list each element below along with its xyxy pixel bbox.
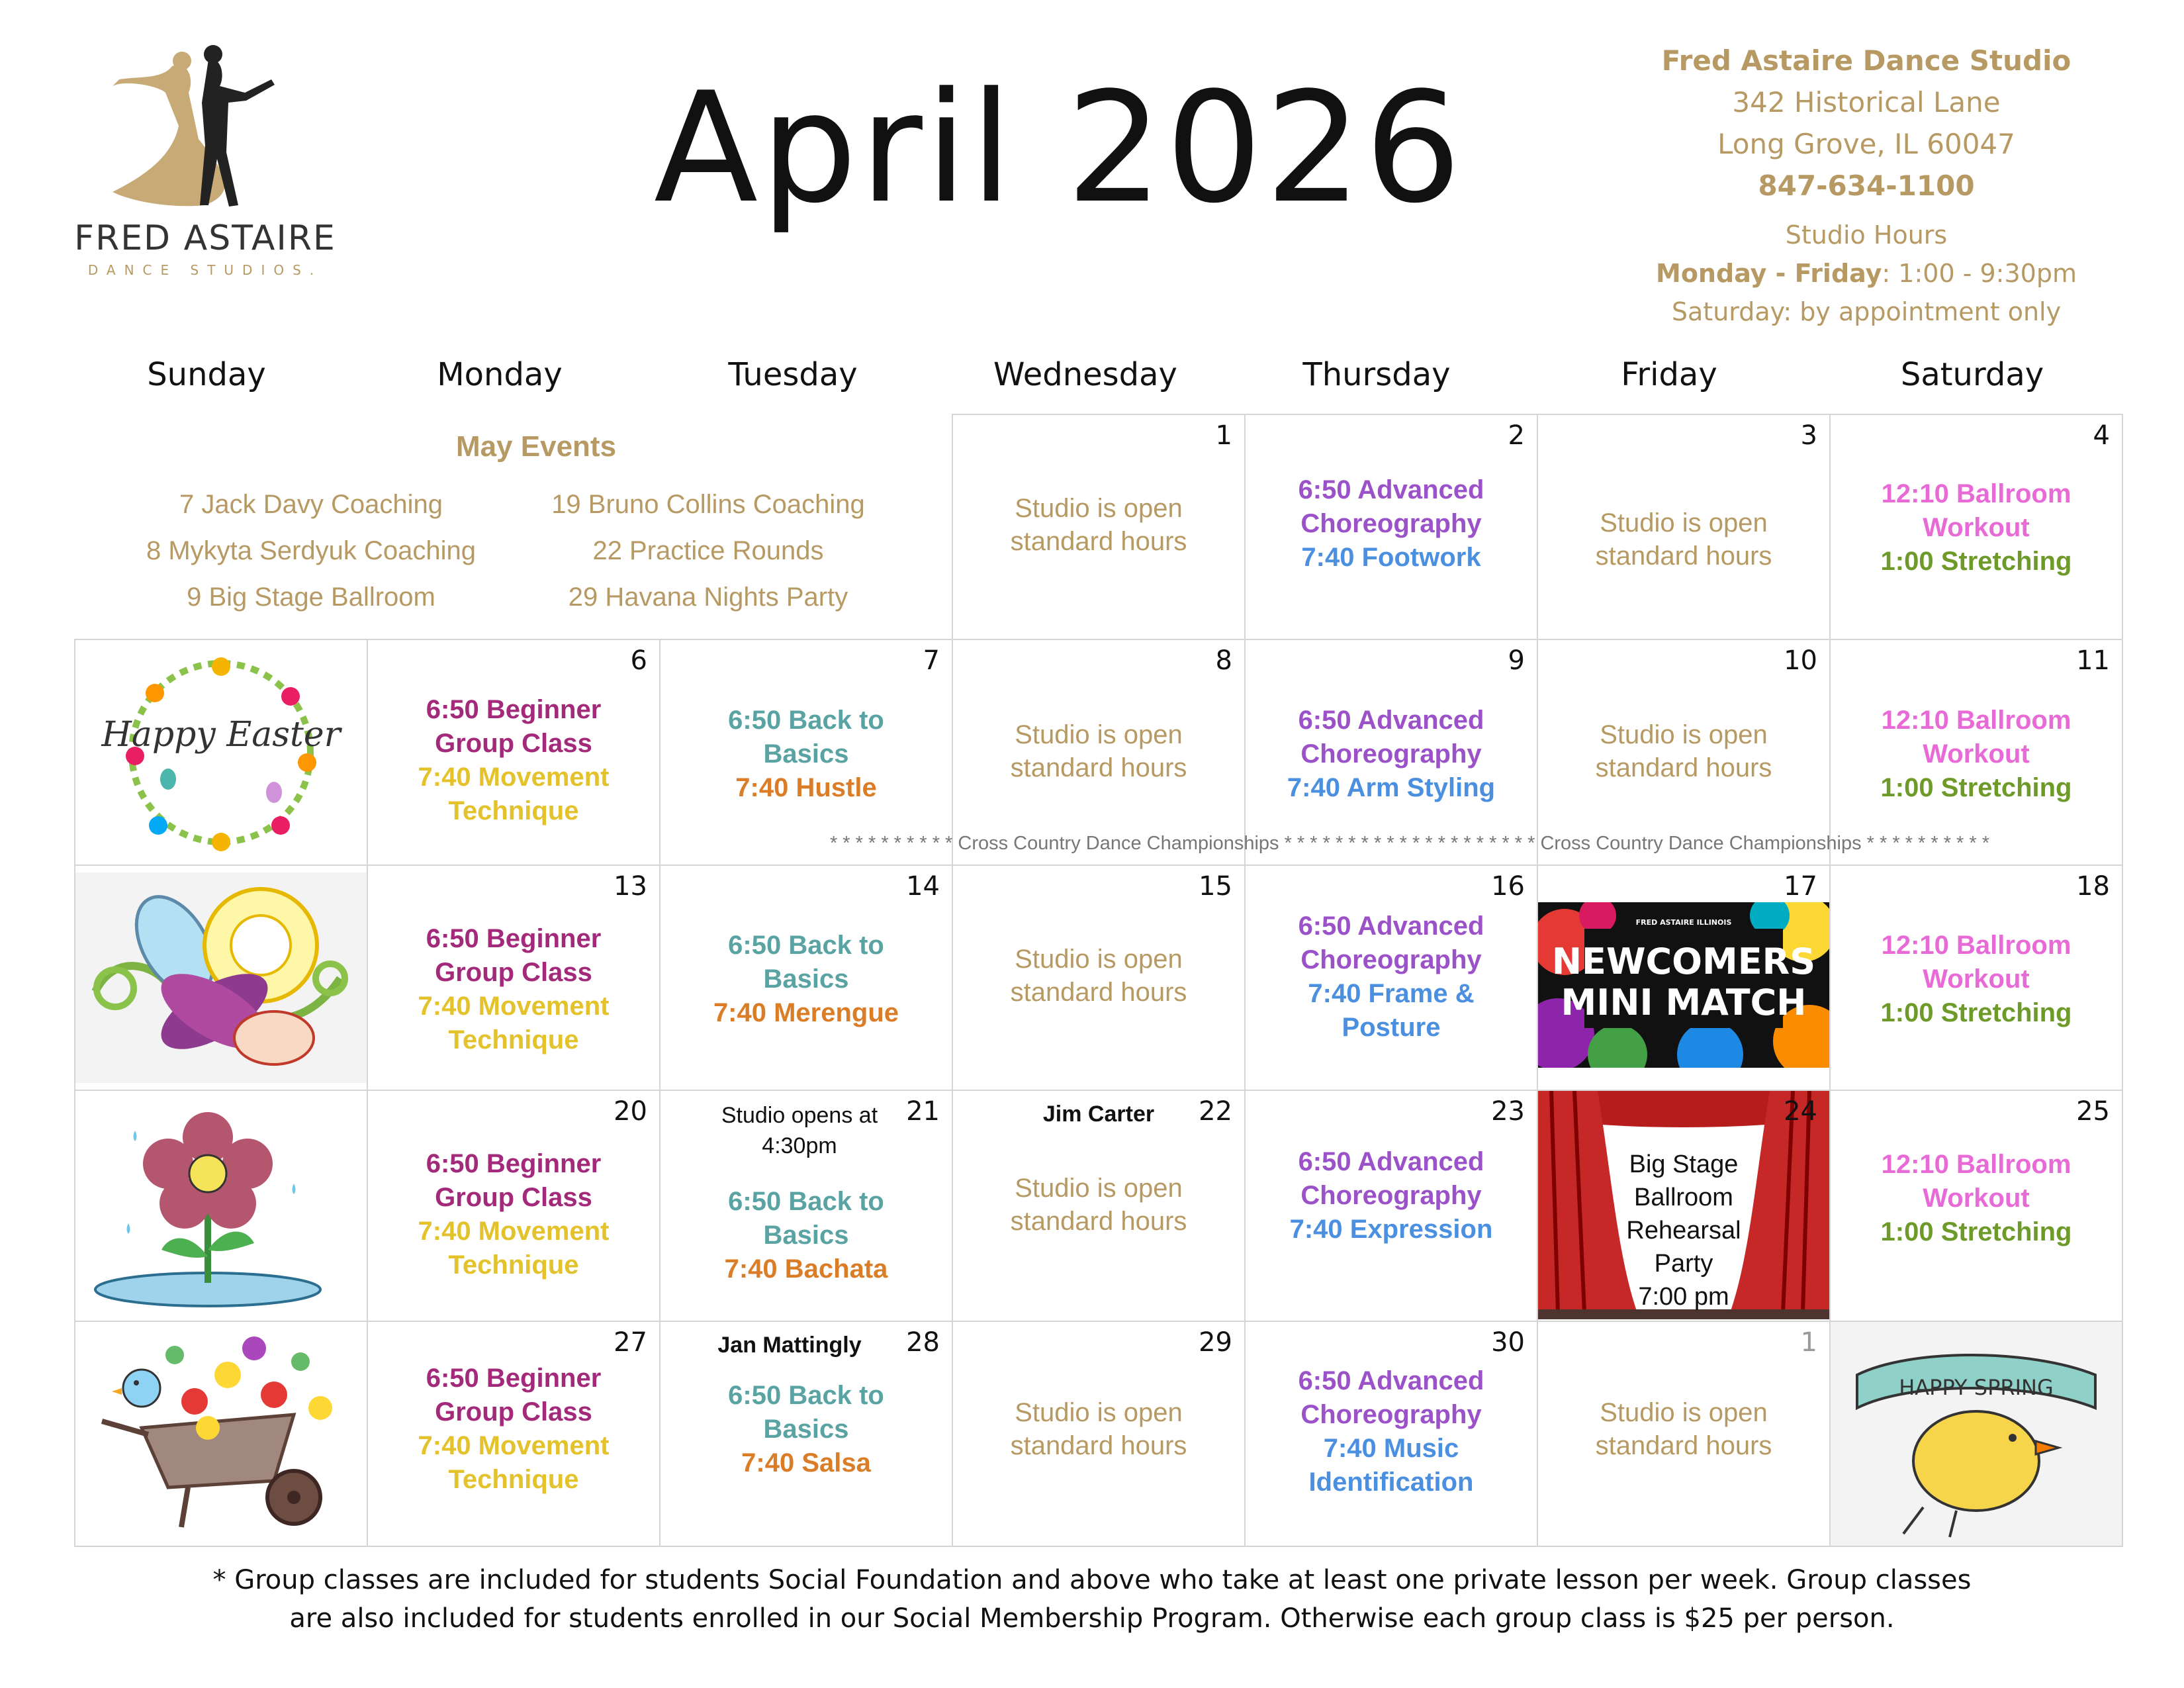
date-number: 13 [614, 871, 647, 902]
open-line: standard hours [1010, 1207, 1187, 1236]
class-ballroom: 12:10 Ballroom [1881, 706, 2071, 735]
may-event-item: 29 Havana Nights Party [568, 583, 848, 612]
open-line: standard hours [1010, 527, 1187, 556]
day-cell-14[interactable] [660, 866, 952, 1090]
logo-name: FRED ASTAIRE [74, 218, 336, 258]
coach-name: Jan Mattingly [717, 1333, 862, 1358]
class-beginner: 6:50 Beginner [426, 924, 602, 953]
open-line: Studio is open [1015, 720, 1183, 749]
may-event-item: 7 Jack Davy Coaching [179, 490, 443, 519]
poster-title-line2: MINI MATCH [1561, 982, 1807, 1023]
class-beginner: Group Class [435, 729, 592, 758]
open-line: Studio is open [1015, 494, 1183, 523]
party-text [1604, 1148, 1763, 1313]
open-line: Studio is open [1600, 1398, 1768, 1427]
day-header-wednesday: Wednesday [993, 356, 1177, 393]
weekday-hours [1575, 254, 2158, 293]
class-technique: 7:40 Arm Styling [1287, 773, 1496, 802]
easter-wreath-icon [75, 640, 367, 865]
class-stretching: 1:00 Stretching [1880, 998, 2072, 1027]
class-back-to-basics: 6:50 Back to [728, 1187, 884, 1216]
day-cell-30[interactable] [1246, 1322, 1537, 1546]
rain-flower-image [75, 1091, 367, 1321]
hours-label: Studio Hours [1785, 220, 1948, 250]
date-number: 1 [1215, 420, 1232, 451]
day-cell-11[interactable] [1831, 640, 2122, 865]
note-line: 4:30pm [762, 1133, 837, 1158]
class-ballroom: Workout [1923, 964, 2030, 994]
class-back-to-basics: Basics [763, 739, 849, 769]
day-cell-24[interactable] [1538, 1091, 1829, 1321]
class-advanced: Choreography [1300, 1181, 1482, 1210]
rain-flower-icon [75, 1091, 367, 1321]
class-back-to-basics: 6:50 Back to [728, 1381, 884, 1410]
may-event-item: 22 Practice Rounds [592, 536, 824, 565]
class-beginner: Group Class [435, 1397, 592, 1427]
date-number: 17 [1784, 871, 1817, 902]
open-line: Studio is open [1015, 945, 1183, 974]
logo-subtitle: DANCE STUDIOS. [87, 262, 323, 278]
class-stretching: 1:00 Stretching [1880, 773, 2072, 802]
day-cell-2[interactable] [1246, 415, 1537, 639]
may-event-item: 9 Big Stage Ballroom [187, 583, 435, 612]
class-technique: Posture [1342, 1013, 1441, 1042]
easter-image [75, 640, 367, 865]
open-line: Studio is open [1600, 508, 1768, 538]
day-cell-6[interactable] [368, 640, 659, 865]
class-ballroom: Workout [1923, 513, 2030, 542]
group-class-footnote [165, 1561, 2019, 1638]
class-ballroom: 12:10 Ballroom [1881, 479, 2071, 508]
poster-title-line1: NEWCOMERS [1551, 941, 1816, 982]
may-event-item: 19 Bruno Collins Coaching [551, 490, 865, 519]
studio-logo [73, 40, 338, 278]
open-line: standard hours [1595, 753, 1772, 782]
day-header-friday: Friday [1621, 356, 1717, 393]
class-dance: 7:40 Merengue [713, 998, 899, 1027]
class-movement: 7:40 Movement [418, 763, 610, 792]
day-cell-9[interactable] [1246, 640, 1537, 865]
open-line: standard hours [1010, 753, 1187, 782]
date-number: 11 [2076, 645, 2110, 676]
date-number: 27 [614, 1327, 647, 1358]
class-ballroom: Workout [1923, 1184, 2030, 1213]
date-number: 10 [1784, 645, 1817, 676]
day-cell-16[interactable] [1246, 866, 1537, 1090]
date-number: 4 [2093, 420, 2110, 451]
open-line: Studio is open [1600, 720, 1768, 749]
class-back-to-basics: Basics [763, 964, 849, 994]
dancers-icon [73, 40, 338, 212]
day-cell-23[interactable] [1246, 1091, 1537, 1321]
day-cell-3[interactable] [1538, 415, 1829, 639]
day-cell-21[interactable] [660, 1091, 952, 1321]
date-number: 6 [630, 645, 647, 676]
class-ballroom: 12:10 Ballroom [1881, 1150, 2071, 1179]
coach-name: Jim Carter [1042, 1102, 1155, 1127]
date-number: 2 [1508, 420, 1525, 451]
class-movement: 7:40 Movement [418, 1217, 610, 1246]
party-line: Big Stage [1629, 1150, 1739, 1178]
class-dance: 7:40 Salsa [741, 1448, 871, 1477]
date-number: 16 [1491, 871, 1525, 902]
class-back-to-basics: Basics [763, 1415, 849, 1444]
party-line: Rehearsal [1626, 1217, 1741, 1244]
weekday-days: Monday - Friday [1656, 259, 1882, 288]
class-beginner: 6:50 Beginner [426, 1364, 602, 1393]
studio-phone[interactable]: 847-634-1100 [1758, 169, 1975, 202]
may-events-title: May Events [455, 430, 617, 463]
class-back-to-basics: 6:50 Back to [728, 706, 884, 735]
footnote-line: * Group classes are included for students Social Foundation and above who take at least one private lesson per week. Group classes [212, 1565, 1972, 1595]
day-cell-20[interactable] [368, 1091, 659, 1321]
day-cell-13[interactable] [368, 866, 659, 1090]
poster-top-text: FRED ASTAIRE ILLINOIS [1635, 918, 1732, 927]
class-ballroom: Workout [1923, 739, 2030, 769]
class-technique: 7:40 Expression [1289, 1215, 1493, 1244]
day-header-saturday: Saturday [1900, 356, 2044, 393]
studio-address-line2: Long Grove, IL 60047 [1717, 128, 2015, 160]
date-number: 18 [2076, 871, 2110, 902]
date-number: 21 [906, 1096, 940, 1127]
class-beginner: Group Class [435, 1183, 592, 1212]
class-advanced: 6:50 Advanced [1298, 912, 1484, 941]
date-number: 29 [1199, 1327, 1232, 1358]
date-number: 14 [906, 871, 940, 902]
day-cell-17[interactable] [1538, 866, 1829, 1090]
flowers-icon [75, 872, 367, 1083]
studio-info [1575, 40, 2158, 331]
day-cell-27[interactable] [368, 1322, 659, 1546]
studio-address-line1: 342 Historical Lane [1732, 86, 2001, 118]
class-advanced: Choreography [1300, 509, 1482, 538]
date-number: 22 [1199, 1096, 1232, 1127]
class-beginner: 6:50 Beginner [426, 1149, 602, 1178]
date-number: 9 [1508, 645, 1525, 676]
date-number: 1 [1800, 1327, 1817, 1358]
date-number: 15 [1199, 871, 1232, 902]
weekday-times: : 1:00 - 9:30pm [1882, 259, 2077, 288]
wheelbarrow-image [75, 1322, 367, 1546]
newcomers-mini-match-poster [1538, 902, 1829, 1068]
happy-spring-image [1831, 1322, 2122, 1546]
class-movement: 7:40 Movement [418, 1431, 610, 1460]
date-number: 28 [906, 1327, 940, 1358]
class-advanced: 6:50 Advanced [1298, 1366, 1484, 1395]
date-number: 8 [1215, 645, 1232, 676]
day-header-tuesday: Tuesday [728, 356, 858, 393]
class-ballroom: 12:10 Ballroom [1881, 931, 2071, 960]
class-stretching: 1:00 Stretching [1880, 1217, 2072, 1246]
class-dance: 7:40 Bachata [724, 1254, 888, 1284]
class-technique: 7:40 Music [1323, 1434, 1459, 1463]
class-advanced: Choreography [1300, 945, 1482, 974]
class-technique: 7:40 Footwork [1301, 543, 1481, 572]
spring-banner-text: HAPPY SPRING [1899, 1375, 2054, 1400]
date-number: 24 [1784, 1096, 1817, 1127]
open-line: standard hours [1595, 1431, 1772, 1460]
class-dance: 7:40 Hustle [735, 773, 877, 802]
wheelbarrow-flowers-icon [75, 1322, 367, 1546]
day-cell-4[interactable] [1831, 415, 2122, 639]
party-line: Ballroom [1634, 1184, 1733, 1211]
date-number: 30 [1491, 1327, 1525, 1358]
spring-chick-icon [1831, 1322, 2122, 1546]
day-header-thursday: Thursday [1302, 356, 1451, 393]
class-technique: 7:40 Frame & [1308, 979, 1475, 1008]
date-number: 7 [923, 645, 940, 676]
party-line: 7:00 pm [1638, 1283, 1729, 1311]
day-cell-8[interactable] [953, 640, 1244, 865]
date-number: 23 [1491, 1096, 1525, 1127]
class-stretching: 1:00 Stretching [1880, 547, 2072, 576]
class-beginner: Group Class [435, 958, 592, 987]
open-line: standard hours [1595, 541, 1772, 571]
may-event-item: 8 Mykyta Serdyuk Coaching [146, 536, 476, 565]
class-advanced: Choreography [1300, 739, 1482, 769]
date-number: 20 [614, 1096, 647, 1127]
class-advanced: 6:50 Advanced [1298, 475, 1484, 504]
class-advanced: 6:50 Advanced [1298, 706, 1484, 735]
party-line: Party [1654, 1250, 1713, 1278]
open-line: standard hours [1010, 978, 1187, 1007]
day-header-sunday: Sunday [147, 356, 266, 393]
open-line: standard hours [1010, 1431, 1187, 1460]
day-cell-15[interactable] [953, 866, 1244, 1090]
day-cell-10[interactable] [1538, 640, 1829, 865]
day-cell-22[interactable] [953, 1091, 1244, 1321]
saturday-hours: Saturday: by appointment only [1671, 297, 2062, 326]
championships-banner: * * * * * * * * * * Cross Country Dance Championships * * * * * * * * * * * * * * * * * * * * Cross Country Dance Championships * * * * * * * * * * [829, 833, 1990, 854]
class-back-to-basics: 6:50 Back to [728, 931, 884, 960]
studio-name: Fred Astaire Dance Studio [1661, 44, 2071, 77]
studio-hours-note [687, 1100, 912, 1161]
page-title: April 2026 [653, 60, 1465, 237]
day-cell-18[interactable] [1831, 866, 2122, 1090]
day-cell-may-1[interactable] [1538, 1322, 1829, 1546]
class-movement: Technique [448, 1250, 579, 1280]
class-movement: Technique [448, 1465, 579, 1494]
day-cell-25[interactable] [1831, 1091, 2122, 1321]
date-number: 25 [2076, 1096, 2110, 1127]
class-advanced: 6:50 Advanced [1298, 1147, 1484, 1176]
class-beginner: 6:50 Beginner [426, 695, 602, 724]
day-cell-28[interactable] [660, 1322, 952, 1546]
open-line: Studio is open [1015, 1174, 1183, 1203]
day-cell-29[interactable] [953, 1322, 1244, 1546]
day-cell-7[interactable] [660, 640, 952, 865]
day-cell-1[interactable] [953, 415, 1244, 639]
class-advanced: Choreography [1300, 1400, 1482, 1429]
footnote-line: are also included for students enrolled in our Social Membership Program. Otherwise each group class is $25 per person. [289, 1603, 1895, 1634]
easter-text: Happy Easter [101, 715, 341, 755]
day-header-monday: Monday [437, 356, 563, 393]
date-number: 3 [1800, 420, 1817, 451]
open-line: Studio is open [1015, 1398, 1183, 1427]
note-line: Studio opens at [721, 1103, 878, 1128]
class-movement: Technique [448, 1025, 579, 1055]
class-back-to-basics: Basics [763, 1221, 849, 1250]
flowers-image [75, 872, 367, 1083]
class-technique: Identification [1308, 1468, 1474, 1497]
class-movement: 7:40 Movement [418, 992, 610, 1021]
class-movement: Technique [448, 796, 579, 825]
